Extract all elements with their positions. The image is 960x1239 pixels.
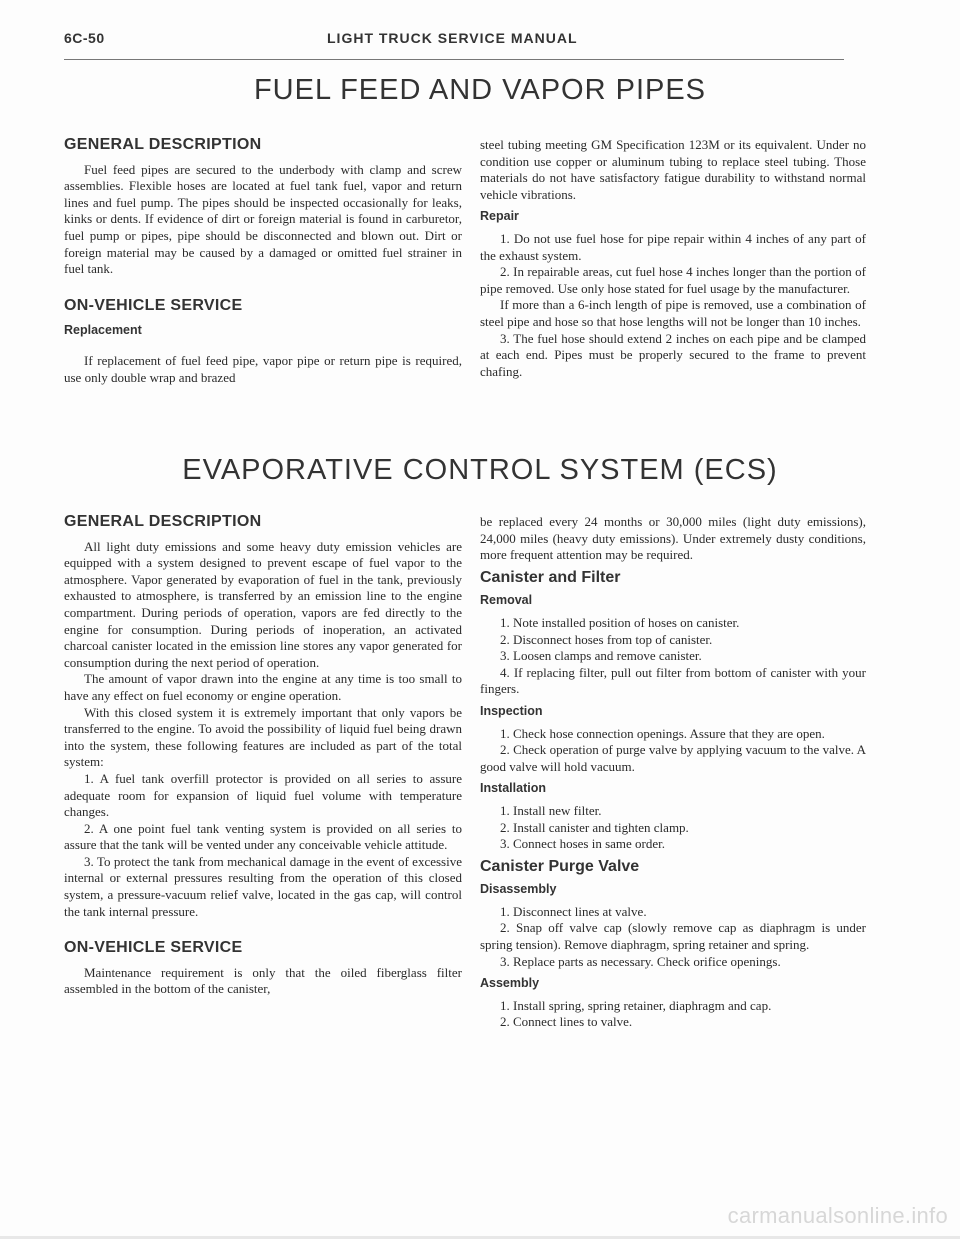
s1-replacement-heading: Replacement — [64, 323, 142, 338]
s1-repair-step-2: 2. In repairable areas, cut fuel hose 4 inches longer than the portion of pipe removed. Use only hose stated for fuel usage by the manufacturer. — [480, 264, 866, 296]
s2-feature-3: 3. To protect the tank from mechanical damage in the event of excessive internal or external pressures resulting from the operation of this closed system, a pressure-vacuum relief valve, located in the gas cap, will control the tank internal pressure. — [64, 853, 462, 919]
section-title-fuel-feed: FUEL FEED AND VAPOR PIPES — [253, 74, 707, 106]
inspection-step: 2. Check operation of purge valve by applying vacuum to the valve. A good valve will hold vacuum. — [480, 742, 866, 774]
s2-paragraph-3: With this closed system it is extremely important that only vapors be transferred to the engine. To avoid the possibility of liquid fuel being drawn into the system, these following features are included as part of the total system: — [64, 704, 462, 770]
s2-paragraph-1: All light duty emissions and some heavy duty emission vehicles are equipped with a system designed to prevent escape of fuel vapor to the atmosphere. Vapor generated by evaporation of fuel in the tank, previously exhausted to atmosphere, is transferred by an emission line to the engine compartment. During periods of operation, vapors are fed directly to the engine for consumption. During periods of inoperation, an activated charcoal canister located in the emission line stores any vapor generated for consumption during the next period of operation. — [64, 538, 462, 670]
removal-step: 4. If replacing filter, pull out filter from bottom of canister with your fingers. — [480, 664, 866, 697]
section-title-ecs: EVAPORATIVE CONTROL SYSTEM (ECS) — [182, 454, 778, 486]
inspection-heading: Inspection — [480, 703, 543, 718]
s1-repair-step-3: 3. The fuel hose should extend 2 inches on each pipe and be clamped at each end. Pipes must be properly secured to the frame to prevent chafing. — [480, 330, 866, 379]
s2-feature-1: 1. A fuel tank overfill protector is provided on all series to assure adequate room for expansion of liquid fuel volume with temperature changes. — [64, 770, 462, 820]
removal-step: 1. Note installed position of hoses on canister. — [500, 614, 740, 630]
assembly-step: 2. Connect lines to valve. — [500, 1014, 633, 1030]
s2-general-description-heading: GENERAL DESCRIPTION — [64, 513, 262, 530]
assembly-heading: Assembly — [480, 976, 540, 991]
canister-filter-heading: Canister and Filter — [480, 568, 621, 586]
s2-feature-2: 2. A one point fuel tank venting system is provided on all series to assure that the tank will be vented under any conceivable vehicle attitude. — [64, 820, 462, 853]
disassembly-step: 3. Replace parts as necessary. Check orifice openings. — [500, 953, 781, 969]
s1-on-vehicle-service-heading: ON-VEHICLE SERVICE — [64, 296, 243, 314]
s1-left-column — [64, 137, 462, 386]
removal-step: 2. Disconnect hoses from top of canister. — [500, 631, 713, 647]
s1-replacement-text: If replacement of fuel feed pipe, vapor pipe or return pipe is required, use only double wrap and brazed — [64, 352, 462, 385]
s2-left-column — [64, 514, 462, 998]
s1-continued-text: steel tubing meeting GM Specification 123M or its equivalent. Under no condition use copper or aluminum tubing to replace steel tubing. Those materials do not have satisfactory fatigue durability to withstand normal vehicle vibrations. — [480, 137, 866, 202]
header-rule — [64, 59, 844, 60]
removal-heading: Removal — [480, 593, 533, 608]
running-header: LIGHT TRUCK SERVICE MANUAL — [327, 30, 578, 46]
s2-right-column — [480, 514, 866, 1031]
s1-general-description-text: Fuel feed pipes are secured to the underbody with clamp and screw assemblies. Flexible hoses are located at fuel tank fuel, vapor and return lines and fuel pump. The pipes should be inspected occasionally for leaks, kinks or dents. If evidence of dirt or foreign material is found in carburetor, fuel pump or pipes, pipe should be disconnected and blown out. Dirt or foreign material may be caused by a damaged or omitted fuel strainer in fuel tank. — [64, 161, 462, 277]
inspection-step: 1. Check hose connection openings. Assure that they are open. — [500, 725, 825, 741]
s1-repair-heading: Repair — [480, 209, 519, 224]
s1-general-description-heading: GENERAL DESCRIPTION — [64, 136, 262, 153]
installation-step: 3. Connect hoses in same order. — [500, 836, 665, 852]
watermark: carmanualsonline.info — [727, 1203, 948, 1228]
installation-step: 1. Install new filter. — [500, 802, 602, 818]
disassembly-step: 1. Disconnect lines at valve. — [500, 903, 647, 919]
s1-repair-step-1: 1. Do not use fuel hose for pipe repair within 4 inches of any part of the exhaust system. — [480, 230, 866, 263]
s2-paragraph-2: The amount of vapor drawn into the engine at any time is too small to have any effect on fuel economy or engine operation. — [64, 671, 462, 703]
installation-heading: Installation — [480, 781, 546, 796]
disassembly-step: 2. Snap off valve cap (slowly remove cap as diaphragm is under spring tension). Remove diaphragm, spring retainer and spring. — [480, 920, 866, 953]
page-number: 6C-50 — [64, 30, 105, 46]
s1-repair-note: If more than a 6-inch length of pipe is removed, use a combination of steel pipe and hose so that hose lengths will not be longer than 10 inches. — [480, 297, 866, 329]
s1-right-column — [480, 137, 866, 380]
removal-step: 3. Loosen clamps and remove canister. — [500, 648, 702, 664]
disassembly-heading: Disassembly — [480, 882, 557, 897]
s2-continued-text: be replaced every 24 months or 30,000 miles (light duty emissions), 24,000 miles (heavy duty emissions). Under extremely dusty conditions, more frequent attention may be required. — [480, 514, 866, 563]
s2-maintenance-text: Maintenance requirement is only that the oiled fiberglass filter assembled in the bottom of the canister, — [64, 964, 462, 997]
installation-step: 2. Install canister and tighten clamp. — [500, 819, 689, 835]
assembly-step: 1. Install spring, spring retainer, diaphragm and cap. — [500, 997, 772, 1013]
purge-valve-heading: Canister Purge Valve — [480, 857, 640, 875]
s2-on-vehicle-service-heading: ON-VEHICLE SERVICE — [64, 939, 243, 957]
